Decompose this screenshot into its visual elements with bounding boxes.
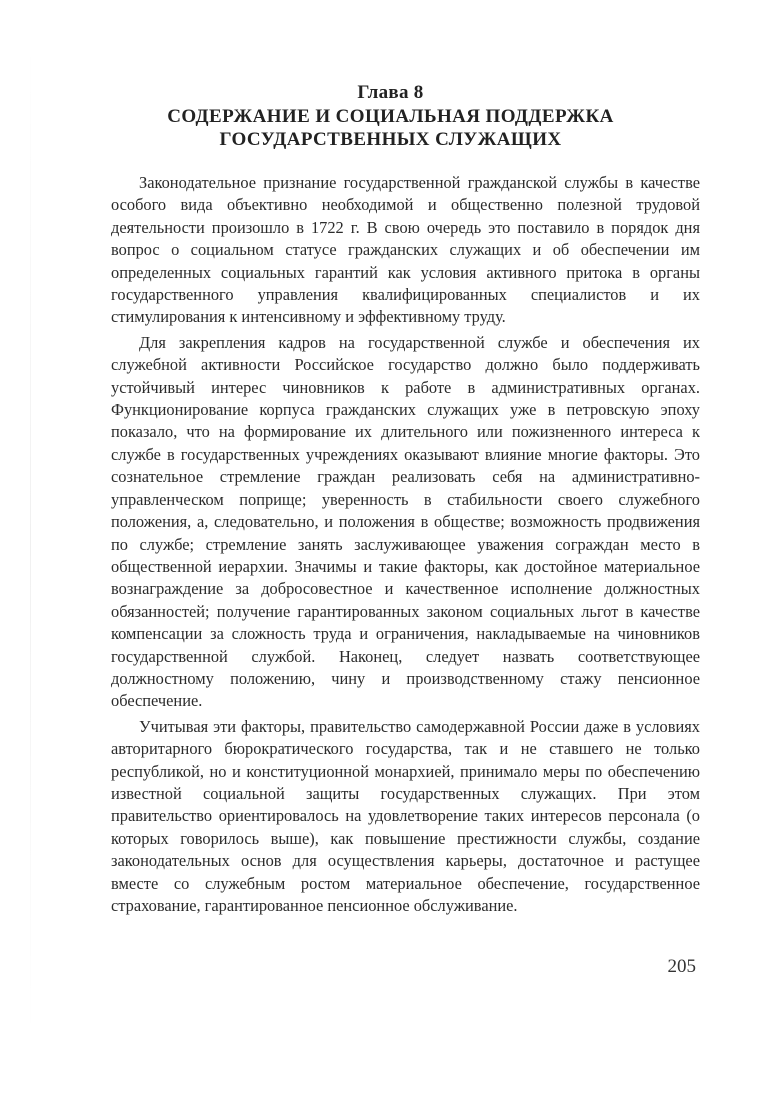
paragraph-3: Учитывая эти факторы, правительство самодержавной России даже в условиях авторитарного бюрократического государства, так и не ставшего не только республикой, но и конституционной монархией, принимало меры по обеспечению известной социальной защиты государственных служащих. При этом правительство ориентировалось на удовлетворение таких интересов персонала (о которых говорилось выше), как повышение престижности службы, создание законодательных основ для осуществления карьеры, достаточное и растущее вместе со служебным ростом материальное обеспечение, государственное страхование, гарантированное пенсионное обслуживание. — [111, 716, 700, 915]
chapter-label: Глава 8 — [357, 82, 424, 103]
paragraph-2: Для закрепления кадров на государственной службе и обеспечения их служебной активности Российское государство должно было поддерживать устойчивый интерес чиновников к работе в административных органах. Функционирование корпуса гражданских служащих уже в петровскую эпоху показало, что на формирование их длительного или пожизненного интереса к службе в государственных учреждениях оказывают влияние многие факторы. Это сознательное стремление граждан реализовать себя на административно-управленческом поприще; уверенность в стабильности своего служебного положения, а, следовательно, и положения в обществе; возможность продвижения по службе; стремление занять заслуживающее уважения сограждан место в общественной иерархии. Значимы и такие факторы, как достойное материальное вознаграждение за добросовестное и качественное исполнение должностных обязанностей; получение гарантированных законом социальных льгот в качестве компенсации за сложность труда и ограничения, накладываемые на чиновников государственной службой. Наконец, следует назвать соответствующее должностному положению, чину и производственному стажу пенсионное обеспечение. — [111, 332, 700, 711]
scan-edge-shadow — [30, 40, 31, 1040]
chapter-body — [111, 172, 700, 917]
chapter-title-line-2: ГОСУДАРСТВЕННЫХ СЛУЖАЩИХ — [219, 129, 562, 150]
paragraph-1: Законодательное признание государственной гражданской службы в качестве особого вида объективно необходимой и общественно полезной трудовой деятельности произошло в 1722 г. В свою очередь это поставило в порядок дня вопрос о социальном статусе гражданских служащих и об обеспечении им определенных социальных гарантий как условия активного притока в органы государственного управления квалифицированных специалистов и их стимулирования к интенсивному и эффективному труду. — [111, 173, 700, 327]
page-number: 205 — [667, 956, 696, 977]
chapter-title-line-1: СОДЕРЖАНИЕ И СОЦИАЛЬНАЯ ПОДДЕРЖКА — [167, 106, 614, 127]
